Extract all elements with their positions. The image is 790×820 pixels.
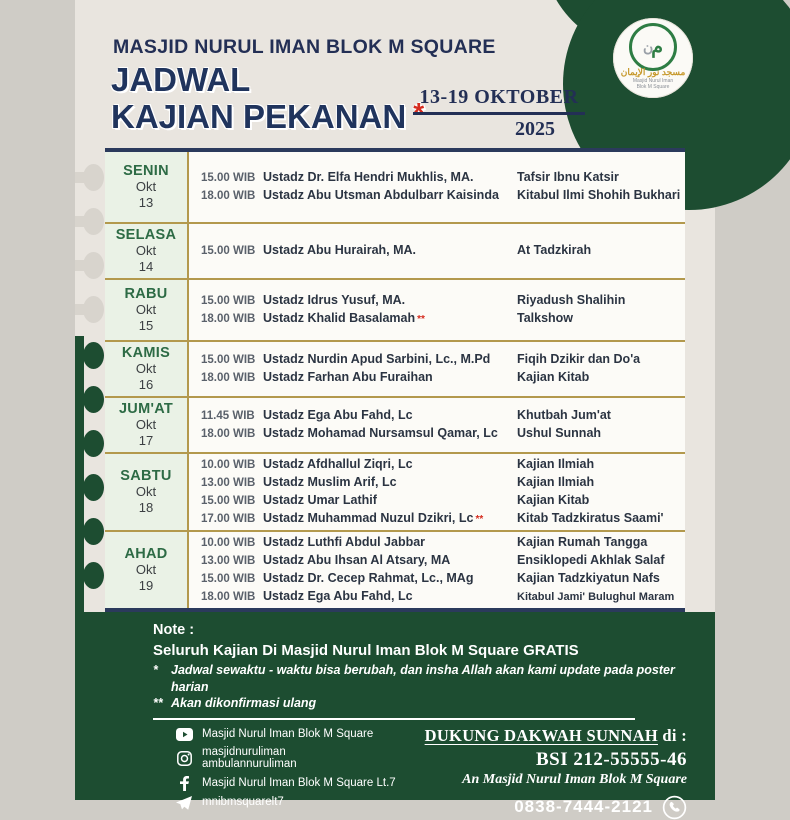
paper-tab xyxy=(75,384,105,416)
organization-name: MASJID NURUL IMAN BLOK M SQUARE xyxy=(113,36,496,58)
note-star1 xyxy=(153,662,675,695)
note-free-line: Seluruh Kajian Di Masjid Nurul Iman Blok M Square GRATIS xyxy=(153,642,579,659)
day-date: 19 xyxy=(138,578,154,593)
entry-time: 17.00 WIB xyxy=(201,513,256,525)
lower-panel xyxy=(75,612,715,816)
facebook-icon xyxy=(175,776,193,791)
day-month: Okt xyxy=(135,562,157,577)
entry-speaker: Ustadz Mohamad Nursamsul Qamar, Lc xyxy=(263,426,498,440)
entry-speaker: Ustadz Idrus Yusuf, MA. xyxy=(263,293,406,307)
note-star1-mark: * xyxy=(153,663,158,677)
entry-time: 15.00 WIB xyxy=(201,573,256,585)
note-heading: Note : xyxy=(153,622,195,638)
note-section xyxy=(75,612,715,720)
schedule-table xyxy=(105,148,685,612)
youtube-icon xyxy=(175,728,193,741)
confirm-mark: ** xyxy=(417,314,425,325)
day-cell xyxy=(105,532,189,608)
entry-speaker: Ustadz Umar Lathif xyxy=(263,493,377,507)
entry-topic: Riyadush Shalihin xyxy=(517,293,626,307)
day-month: Okt xyxy=(135,361,157,376)
entry-time: 13.00 WIB xyxy=(201,477,256,489)
day-cell xyxy=(105,224,189,278)
day-name: SABTU xyxy=(120,468,172,484)
logo-arabic-glyph-gray: ن xyxy=(642,38,654,55)
day-entries xyxy=(189,532,685,608)
day-month: Okt xyxy=(135,243,157,258)
note-star2 xyxy=(153,695,675,712)
schedule-entry xyxy=(201,187,685,205)
confirm-mark: ** xyxy=(475,514,484,525)
entry-topic: Kajian Rumah Tangga xyxy=(517,535,648,549)
day-name: KAMIS xyxy=(121,345,171,361)
entry-time: 15.00 WIB xyxy=(201,354,256,366)
entry-speaker: Ustadz Ega Abu Fahd, Lc xyxy=(263,589,413,603)
social-facebook-label: Masjid Nurul Iman Blok M Square Lt.7 xyxy=(202,776,396,789)
note-star2-mark: ** xyxy=(153,696,163,710)
day-month: Okt xyxy=(135,417,157,432)
schedule-entry xyxy=(201,510,685,528)
note-star1-text: Jadwal sewaktu - waktu bisa berubah, dan insha Allah akan kami update pada poster harian xyxy=(171,663,675,694)
entry-topic: Ushul Sunnah xyxy=(517,426,602,440)
schedule-entry xyxy=(201,351,685,369)
day-date: 16 xyxy=(138,377,154,392)
entry-topic: Kitabul Ilmi Shohih Bukhari xyxy=(517,188,681,202)
telegram-icon xyxy=(175,796,193,810)
entry-speaker: Ustadz Nurdin Apud Sarbini, Lc., M.Pd xyxy=(263,352,491,366)
schedule-row-senin xyxy=(105,152,685,224)
entry-speaker: Ustadz Afdhallul Ziqri, Lc xyxy=(263,457,413,471)
day-name: RABU xyxy=(124,286,168,302)
schedule-entry xyxy=(201,310,685,328)
day-name: SELASA xyxy=(115,227,177,243)
social-instagram xyxy=(175,746,396,771)
social-instagram-handle1: masjidnuruliman xyxy=(202,745,286,758)
paper-tab xyxy=(75,516,105,548)
social-facebook xyxy=(175,776,396,791)
donation-title xyxy=(425,726,687,746)
entry-speaker: Ustadz Farhan Abu Furaihan xyxy=(263,370,433,384)
entry-time: 15.00 WIB xyxy=(201,172,256,184)
schedule-entry xyxy=(201,407,685,425)
schedule-row-selasa xyxy=(105,224,685,280)
note-star2-text: Akan dikonfirmasi ulang xyxy=(171,696,317,710)
schedule-entry xyxy=(201,456,685,474)
entry-time: 15.00 WIB xyxy=(201,245,256,257)
schedule-row-sabtu xyxy=(105,454,685,532)
day-name: JUM'AT xyxy=(118,401,174,417)
social-instagram-handle2: ambulannuruliman xyxy=(202,758,297,770)
schedule-entry xyxy=(201,292,685,310)
entry-time: 11.45 WIB xyxy=(201,410,255,422)
schedule-entry xyxy=(201,588,685,606)
entry-speaker: Ustadz Dr. Elfa Hendri Mukhlis, MA. xyxy=(263,170,474,184)
schedule-entry xyxy=(201,552,685,570)
entry-topic: Fiqih Dzikir dan Do'a xyxy=(517,352,641,366)
contact-row xyxy=(425,795,687,820)
entry-time: 10.00 WIB xyxy=(201,537,256,549)
day-entries xyxy=(189,342,685,396)
schedule-entry xyxy=(201,492,685,510)
donation-title-suffix: di : xyxy=(662,725,687,745)
poster-title-line2: KAJIAN PEKANAN xyxy=(111,98,407,135)
logo-arabic-name: مسجد نور الإيمان xyxy=(620,67,686,77)
paper-tab xyxy=(75,162,105,194)
whatsapp-icon xyxy=(662,795,687,820)
schedule-row-jumat xyxy=(105,398,685,454)
day-cell xyxy=(105,398,189,452)
entry-speaker: Ustadz Ega Abu Fahd, Lc xyxy=(263,408,413,422)
day-cell xyxy=(105,454,189,530)
paper-tab xyxy=(75,206,105,238)
day-name: SENIN xyxy=(123,163,169,179)
day-month: Okt xyxy=(135,302,157,317)
entry-topic: Kajian Tadzkiyatun Nafs xyxy=(517,571,660,585)
date-range: 13-19 OKTOBER xyxy=(413,86,585,115)
day-date: 18 xyxy=(138,500,154,515)
day-cell xyxy=(105,152,189,222)
poster xyxy=(75,0,715,816)
date-year: 2025 xyxy=(515,118,555,140)
whatsapp-number: 0838-7444-2121 xyxy=(514,797,653,816)
entry-time: 18.00 WIB xyxy=(201,372,256,384)
mosque-logo xyxy=(613,18,693,98)
entry-topic: Ensiklopedi Akhlak Salaf xyxy=(517,553,665,567)
day-entries xyxy=(189,280,685,340)
day-date: 13 xyxy=(138,195,154,210)
date-badge xyxy=(413,86,585,141)
entry-time: 15.00 WIB xyxy=(201,295,256,307)
schedule-note-asterisk: * xyxy=(413,97,425,128)
entry-topic: Kitabul Jami' Bulughul Maram xyxy=(517,591,675,603)
logo-arabic-glyph-green: م xyxy=(651,36,664,58)
entry-time: 18.00 WIB xyxy=(201,591,256,603)
paper-tab xyxy=(75,250,105,282)
schedule-entry xyxy=(201,534,685,552)
paper-tab xyxy=(75,560,105,592)
entry-speaker: Ustadz Luthfi Abdul Jabbar xyxy=(263,535,426,549)
social-telegram xyxy=(175,796,396,810)
mosque-logo-ring xyxy=(629,23,677,71)
entry-topic: Tafsir Ibnu Katsir xyxy=(517,170,619,184)
paper-tab xyxy=(75,340,105,372)
donation-block xyxy=(425,726,687,820)
footer xyxy=(75,720,715,820)
logo-subtitle-line1: Masjid Nurul Iman xyxy=(632,78,674,84)
schedule-entry xyxy=(201,369,685,387)
social-youtube-label: Masjid Nurul Iman Blok M Square xyxy=(202,727,374,740)
day-name: AHAD xyxy=(124,546,168,562)
entry-topic: Kitab Tadzkiratus Saami' xyxy=(517,511,664,525)
entry-topic: Talkshow xyxy=(517,311,574,325)
day-entries xyxy=(189,398,685,452)
day-month: Okt xyxy=(135,179,157,194)
poster-title xyxy=(111,61,424,137)
entry-time: 18.00 WIB xyxy=(201,428,256,440)
entry-speaker: Ustadz Abu Ihsan Al Atsary, MA xyxy=(263,553,451,567)
entry-speaker: Ustadz Muslim Arif, Lc xyxy=(263,475,397,489)
day-month: Okt xyxy=(135,484,157,499)
poster-title-line1: JADWAL xyxy=(111,61,251,98)
entry-time: 13.00 WIB xyxy=(201,555,256,567)
entry-topic: At Tadzkirah xyxy=(517,243,592,257)
social-telegram-handle: mnibmsquarelt7 xyxy=(202,796,284,809)
entry-time: 10.00 WIB xyxy=(201,459,256,471)
schedule-entry xyxy=(201,425,685,443)
entry-speaker: Ustadz Muhammad Nuzul Dzikri, Lc ** xyxy=(263,511,484,525)
instagram-icon xyxy=(175,751,193,766)
entry-topic: Kajian Ilmiah xyxy=(517,475,595,489)
donation-title-main: DUKUNG DAKWAH SUNNAH xyxy=(424,725,658,745)
day-date: 17 xyxy=(138,433,154,448)
day-date: 15 xyxy=(138,318,154,333)
donation-account-name: An Masjid Nurul Iman Blok M Square xyxy=(462,771,687,787)
day-entries xyxy=(189,454,685,530)
schedule-row-ahad xyxy=(105,532,685,608)
entry-speaker: Ustadz Abu Utsman Abdulbarr Kaisinda xyxy=(263,188,499,202)
entry-topic: Kajian Ilmiah xyxy=(517,457,595,471)
entry-speaker: Ustadz Abu Hurairah, MA. xyxy=(263,243,417,257)
schedule-entry xyxy=(201,474,685,492)
schedule-entry xyxy=(201,570,685,588)
entry-time: 18.00 WIB xyxy=(201,190,256,202)
social-links xyxy=(175,728,396,820)
paper-tab xyxy=(75,294,105,326)
entry-time: 15.00 WIB xyxy=(201,495,256,507)
entry-time: 18.00 WIB xyxy=(201,313,256,325)
schedule-row-rabu xyxy=(105,280,685,342)
day-cell xyxy=(105,280,189,340)
day-entries xyxy=(189,224,685,278)
schedule-row-kamis xyxy=(105,342,685,398)
donation-account: BSI 212-55555-46 xyxy=(535,748,687,770)
logo-subtitle-line2: Blok M Square xyxy=(636,84,670,90)
paper-tab xyxy=(75,428,105,460)
entry-topic: Khutbah Jum'at xyxy=(517,408,611,422)
entry-speaker: Ustadz Khalid Basalamah ** xyxy=(263,311,425,325)
entry-topic: Kajian Kitab xyxy=(517,493,590,507)
day-date: 14 xyxy=(138,259,154,274)
entry-speaker: Ustadz Dr. Cecep Rahmat, Lc., MAg xyxy=(263,571,474,585)
paper-tab xyxy=(75,472,105,504)
social-youtube xyxy=(175,728,396,741)
schedule-entry xyxy=(201,242,685,260)
schedule-entry xyxy=(201,169,685,187)
entry-topic: Kajian Kitab xyxy=(517,370,590,384)
day-entries xyxy=(189,152,685,222)
day-cell xyxy=(105,342,189,396)
